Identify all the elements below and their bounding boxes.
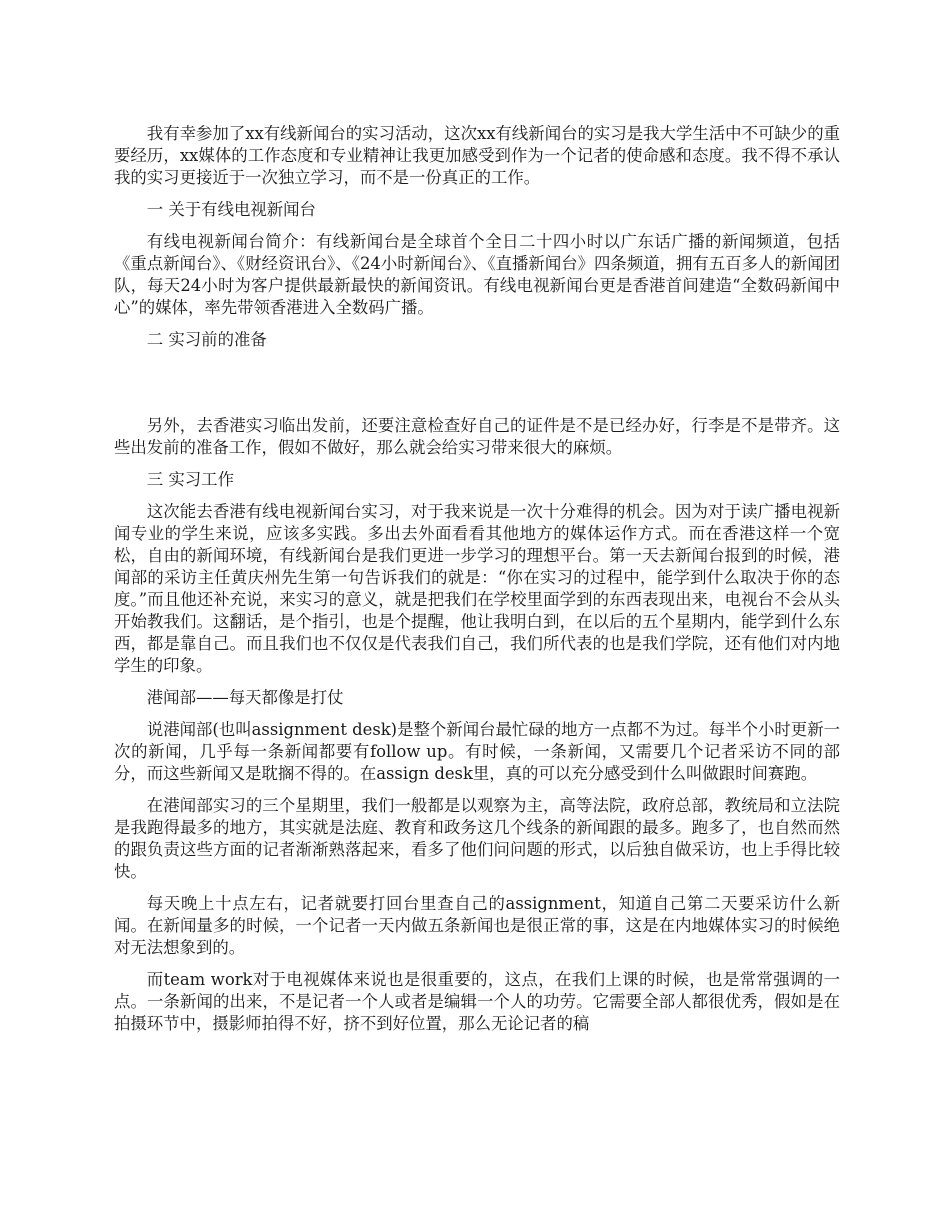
intro-paragraph: 我有幸参加了xx有线新闻台的实习活动，这次xx有线新闻台的实习是我大学生活中不可缺少的重要经历，xx媒体的工作态度和专业精神让我更加感受到作为一个记者的使命感和态度。我不得不承认我的实习更接近于一次独立学习，而不是一份真正的工作。 bbox=[114, 124, 840, 187]
station-intro-paragraph: 有线电视新闻台简介：有线新闻台是全球首个全日二十四小时以广东话广播的新闻频道，包括《重点新闻台》、《财经资讯台》、《24小时新闻台》、《直播新闻台》四条频道，拥有五百多人的新闻团队，每天24小时为客户提供最新最快的新闻资讯。有线电视新闻台更是香港首间建造“全数码新闻中心”的媒体，率先带领香港进入全数码广播。 bbox=[114, 232, 840, 317]
blank-space bbox=[114, 361, 840, 405]
assignment-paragraph: 每天晚上十点左右，记者就要打回台里查自己的assignment，知道自己第二天要采访什么新闻。在新闻量多的时候，一个记者一天内做五条新闻也是很正常的事，这是在内地媒体实习的时候绝对无法想象到的。 bbox=[114, 894, 840, 957]
news-desk-paragraph: 说港闻部(也叫assignment desk)是整个新闻台最忙碌的地方一点都不为过。每半个小时更新一次的新闻，几乎每一条新闻都要有follow up。有时候，一条新闻，又需要几个记者采访不同的部分，而这些新闻又是耽搁不得的。在assign desk里，真的可以充分感受到什么叫做跟时间赛跑。 bbox=[114, 720, 840, 783]
teamwork-paragraph: 而team work对于电视媒体来说也是很重要的，这点，在我们上课的时候，也是常常强调的一点。一条新闻的出来，不是记者一个人或者是编辑一个人的功劳。它需要全部人都很优秀，假如是在拍摄环节中，摄影师拍得不好，挤不到好位置，那么无论记者的稿 bbox=[114, 970, 840, 1033]
section-heading-work: 三 实习工作 bbox=[146, 470, 234, 489]
observation-paragraph: 在港闻部实习的三个星期里，我们一般都是以观察为主，高等法院，政府总部，教统局和立法院是我跑得最多的地方，其实就是法庭、教育和政务这几个线条的新闻跟的最多。跑多了，也自然而然的跟负责这些方面的记者渐渐熟落起来，看多了他们问问题的形式，以后独自做采访，也上手得比较快。 bbox=[114, 796, 840, 881]
section-heading-preparation: 二 实习前的准备 bbox=[146, 330, 267, 349]
work-paragraph: 这次能去香港有线电视新闻台实习，对于我来说是一次十分难得的机会。因为对于读广播电视新闻专业的学生来说，应该多实践。多出去外面看看其他地方的媒体运作方式。而在香港这样一个宽松，自由的新闻环境，有线新闻台是我们更进一步学习的理想平台。第一天去新闻台报到的时候，港闻部的采访主任黄庆州先生第一句告诉我们的就是：“你在实习的过程中，能学到什么取决于你的态度。”而且他还补充说，来实习的意义，就是把我们在学校里面学到的东西表现出来，电视台不会从头开始教我们。这翻话，是个指引，也是个提醒，他让我明白到，在以后的五个星期内，能学到什么东西，都是靠自己。而且我们也不仅仅是代表我们自己，我们所代表的也是我们学院，还有他们对内地学生的印象。 bbox=[114, 502, 840, 675]
section-heading-about: 一 关于有线电视新闻台 bbox=[146, 200, 316, 219]
document-page bbox=[114, 123, 840, 1045]
subheading-news-desk: 港闻部——每天都像是打仗 bbox=[146, 688, 344, 707]
preparation-paragraph: 另外，去香港实习临出发前，还要注意检查好自己的证件是不是已经办好，行李是不是带齐。这些出发前的准备工作，假如不做好，那么就会给实习带来很大的麻烦。 bbox=[114, 416, 840, 457]
